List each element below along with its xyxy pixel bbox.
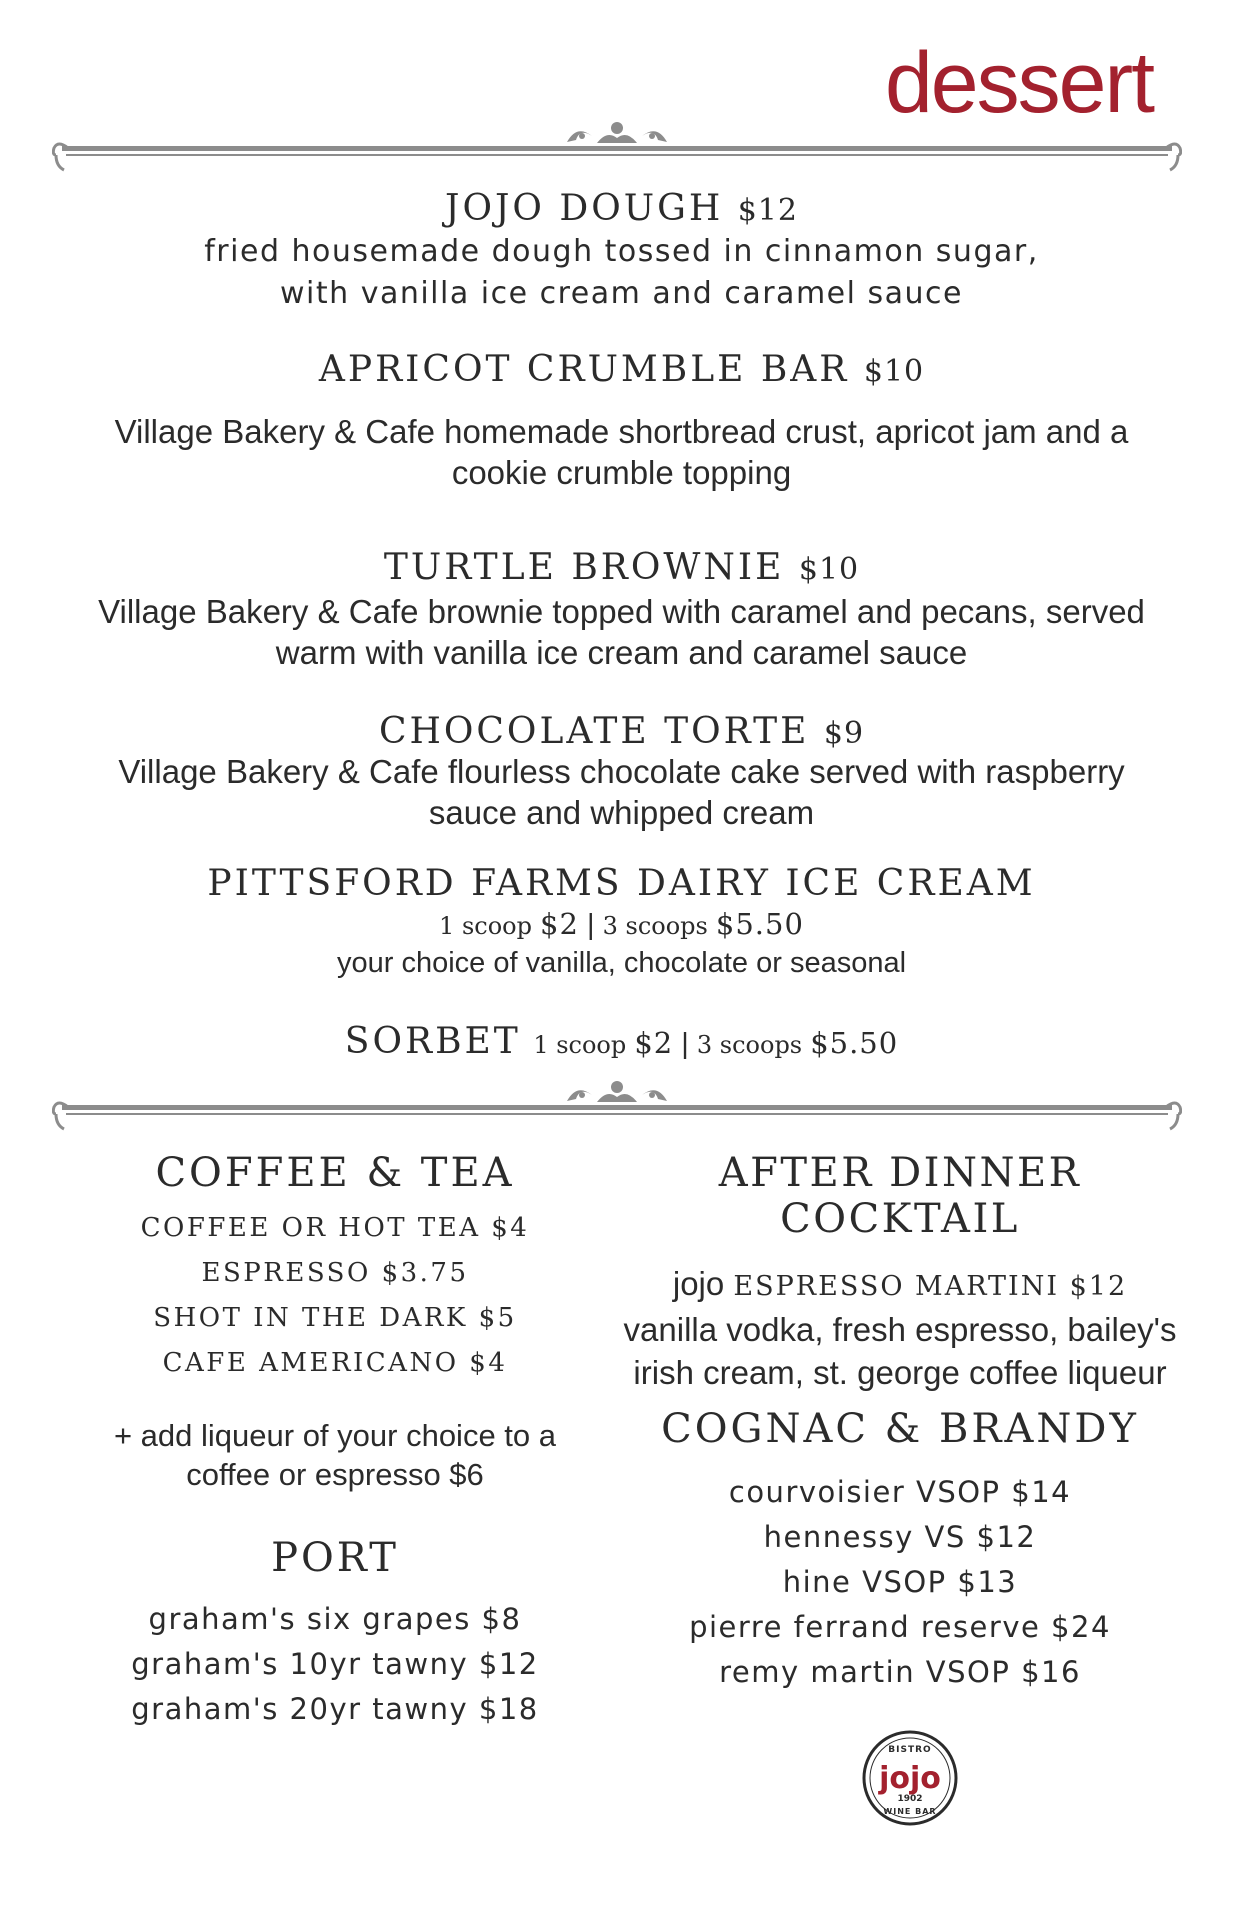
item-description: Village Bakery & Cafe brownie topped with caramel and pecans, served warm with vanilla ice cream and caramel sauce	[98, 593, 1145, 671]
item-description: fried housemade dough tossed in cinnamon sugar, with vanilla ice cream and caramel sauce	[204, 234, 1039, 311]
cocktail-description: vanilla vodka, fresh espresso, bailey's irish cream, st. george coffee liqueur	[623, 1311, 1177, 1391]
item-heading: JOJO DOUGH $12	[445, 188, 798, 229]
item-description: Village Bakery & Cafe homemade shortbread crust, apricot jam and a cookie crumble topping	[114, 413, 1129, 491]
list-item: graham's 20yr tawny $18	[131, 1692, 539, 1726]
item-heading: PITTSFORD FARMS DAIRY ICE CREAM	[207, 863, 1036, 904]
section-heading: COGNAC & BRANDY	[661, 1406, 1139, 1452]
item-description: Village Bakery & Cafe flourless chocolate cake served with raspberry sauce and whipped cream	[118, 753, 1125, 831]
section-heading: PORT	[271, 1535, 399, 1581]
svg-text:jojo: jojo	[879, 1761, 941, 1796]
item-heading: APRICOT CRUMBLE BAR $10	[318, 349, 925, 390]
section-cognac-brandy	[615, 1406, 1185, 1695]
menu-item-sorbet	[0, 1021, 1243, 1064]
item-heading: SORBET	[344, 1021, 521, 1062]
svg-text:BISTRO: BISTRO	[888, 1745, 932, 1755]
menu-item-apricot-crumble-bar	[0, 349, 1243, 493]
page-title: dessert	[884, 35, 1153, 131]
list-item: SHOT IN THE DARK $5	[153, 1303, 517, 1333]
list-item: hennessy VS $12	[763, 1520, 1037, 1554]
menu-item-jojo-dough	[0, 188, 1243, 314]
section-port	[95, 1535, 575, 1732]
list-item: graham's 10yr tawny $12	[131, 1647, 539, 1681]
drink-list	[95, 1206, 575, 1386]
liqueur-note: + add liqueur of your choice to a coffee or espresso $6	[113, 1418, 557, 1492]
scoop-prices: 1 scoop $2 | 3 scoops $5.50	[439, 907, 804, 942]
section-heading: AFTER DINNER COCKTAIL	[718, 1150, 1082, 1242]
ornamental-divider-middle	[52, 1077, 1182, 1137]
section-after-dinner-cocktail	[615, 1150, 1185, 1394]
jojo-logo	[860, 1728, 960, 1828]
menu-item-turtle-brownie	[0, 547, 1243, 673]
list-item: hine VSOP $13	[782, 1565, 1018, 1599]
list-item: CAFE AMERICANO $4	[162, 1348, 508, 1378]
item-heading: TURTLE BROWNIE $10	[383, 547, 860, 588]
list-item: remy martin VSOP $16	[719, 1655, 1081, 1689]
drink-list	[95, 1597, 575, 1732]
list-item: COFFEE OR HOT TEA $4	[140, 1213, 530, 1243]
svg-text:WINE BAR: WINE BAR	[883, 1807, 937, 1816]
ornamental-divider-top	[52, 118, 1182, 178]
list-item: courvoisier VSOP $14	[728, 1475, 1072, 1509]
scoop-prices: 1 scoop $2 | 3 scoops $5.50	[533, 1026, 899, 1060]
drink-list	[615, 1470, 1185, 1695]
section-heading: COFFEE & TEA	[155, 1150, 515, 1196]
list-item: ESPRESSO $3.75	[201, 1258, 469, 1288]
item-description: your choice of vanilla, chocolate or seasonal	[336, 947, 907, 980]
menu-item-chocolate-torte	[0, 711, 1243, 833]
section-coffee-tea	[95, 1150, 575, 1494]
list-item: graham's six grapes $8	[148, 1602, 522, 1636]
cocktail-name: jojo ESPRESSO MARTINI $12	[672, 1265, 1128, 1302]
svg-text:1902: 1902	[897, 1794, 923, 1804]
item-heading: CHOCOLATE TORTE $9	[378, 711, 865, 752]
list-item: pierre ferrand reserve $24	[689, 1610, 1111, 1644]
menu-item-ice-cream	[0, 863, 1243, 983]
